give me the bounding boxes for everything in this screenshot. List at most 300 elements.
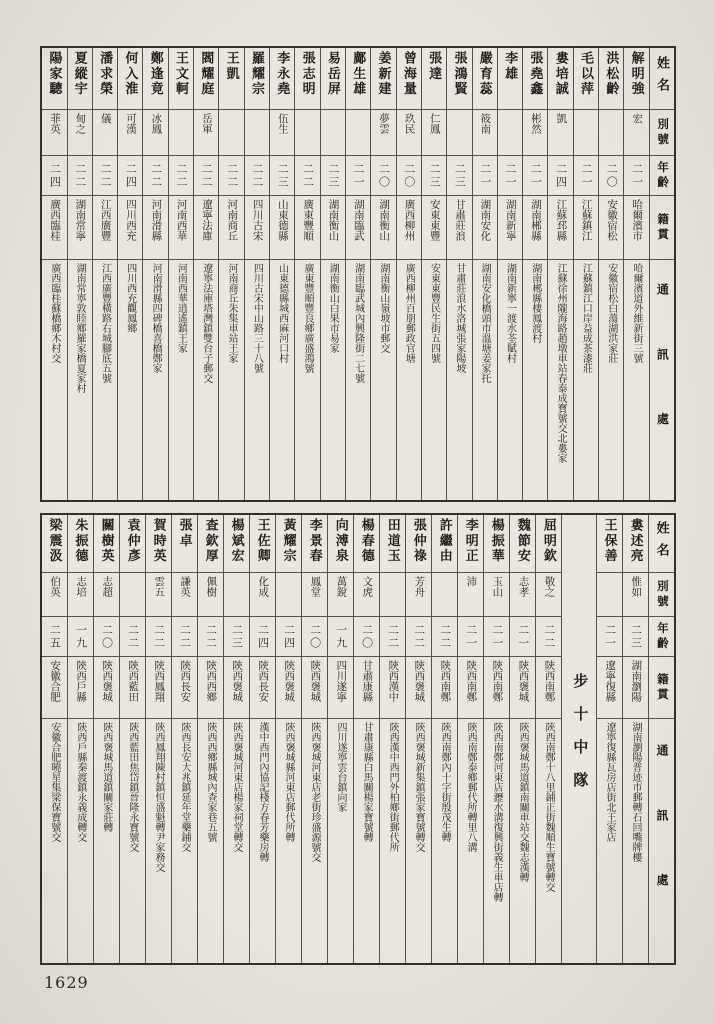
person-column [320,48,345,500]
person-alias-cell [523,110,547,156]
person-alias-cell [94,573,119,617]
person-native-cell [68,657,93,719]
person-column [145,515,171,963]
person-address-cell [143,260,167,500]
person-alias: 敬之 [543,576,555,597]
person-name-cell [143,48,167,110]
person-name: 張鴻賢 [452,51,468,98]
person-name-cell [473,48,497,110]
person-name-cell [68,48,92,110]
person-age: 二二 [174,162,187,189]
person-age: 二一 [529,162,542,189]
person-column [244,48,269,500]
person-age-cell [624,156,648,196]
person-native-cell [473,196,497,260]
person-alias-cell [536,573,561,617]
person-native: 安東東豐 [428,199,440,241]
person-native-cell [510,657,535,719]
person-name-cell [224,515,249,573]
person-native: 陝西西鄉 [205,660,217,702]
person-age-cell [219,156,243,196]
person-native-cell [371,196,395,260]
person-column [353,515,379,963]
person-name: 楊振華 [489,518,505,565]
person-column [142,48,167,500]
person-alias-cell [93,110,117,156]
person-alias-cell [270,110,294,156]
person-address: 遼寧復縣瓦房店街北王家店 [603,722,615,842]
person-age-cell [473,156,497,196]
person-alias: 謙英 [179,576,191,597]
person-name: 夏縱宇 [72,51,88,98]
person-address: 四川古宋中山路三十八號 [251,263,263,373]
person-native: 湖南郴縣 [530,199,542,241]
header-name-cell [650,48,674,110]
person-address: 甘肅莊浪水洛城張家陽坡 [453,263,465,373]
person-native-cell [523,196,547,260]
person-alias: 儀 [99,113,111,124]
person-name: 毛以萍 [579,51,595,98]
person-age-cell [623,617,648,657]
person-alias-cell [624,110,648,156]
person-column [93,515,119,963]
person-name-cell [523,48,547,110]
person-native-cell [302,657,327,719]
person-name-cell [270,48,294,110]
person-address: 湖南衡山嶺坡市郵交 [377,263,389,353]
person-native-cell [484,657,509,719]
person-age: 二二 [412,623,425,650]
person-age: 二四 [124,162,137,189]
person-address-cell [68,260,92,500]
person-address-cell [321,260,345,500]
person-age: 二一 [516,623,529,650]
person-address-cell [371,260,395,500]
person-age: 二〇 [308,623,321,650]
person-age-cell [295,156,319,196]
person-native-cell [397,196,421,260]
person-column [301,515,327,963]
person-name-cell [68,515,93,573]
person-name: 解明強 [629,51,645,98]
person-name: 李永堯 [275,51,291,98]
person-age: 二二 [73,162,86,189]
person-native-cell [224,657,249,719]
person-column [218,48,243,500]
person-alias: 玉山 [491,576,503,597]
header-name: 姓名 [654,521,670,566]
person-native: 陝西褒城 [413,660,425,702]
person-column [117,48,142,500]
person-column [223,515,249,963]
person-age: 二二 [152,623,165,650]
person-native: 陝西戶縣 [75,660,87,702]
person-native: 哈爾濱市 [631,199,643,241]
person-native: 陝西褒城 [517,660,529,702]
person-column [509,515,535,963]
person-name-cell [118,48,142,110]
person-name-cell [599,48,623,110]
person-column [171,515,197,963]
person-age-cell [432,617,457,657]
person-alias: 彬然 [530,113,542,134]
person-age-cell [42,617,67,657]
person-address: 湖南臨武城內興隆街二七號 [352,263,364,383]
person-address-cell [146,719,171,963]
person-age: 二一 [579,162,592,189]
person-age: 二二 [250,162,263,189]
person-column [249,515,275,963]
person-name: 閻耀庭 [199,51,215,98]
person-address-cell [498,260,522,500]
person-address-cell [302,719,327,963]
person-name-cell [42,48,66,110]
person-native-cell [599,196,623,260]
person-address: 陝西西鄉縣城內查家巷五號 [204,722,216,842]
person-column [294,48,319,500]
header-alias: 別號 [655,579,668,610]
person-column [67,515,93,963]
person-address: 陝西南鄭泰鄉郵代所轉里八溝 [465,722,477,852]
person-alias-cell [120,573,145,617]
person-alias-cell [42,110,66,156]
person-native: 陝西褒城 [283,660,295,702]
person-alias: 冰鳳 [150,113,162,134]
roster-table-lower [40,513,676,965]
person-alias: 甸之 [74,113,86,134]
person-address: 四川遂寧雲台鎮向家 [335,722,347,812]
header-age-cell [650,156,674,196]
person-name-cell [498,48,522,110]
person-address-cell [94,719,119,963]
person-name: 魏節安 [515,518,531,565]
person-alias-cell [321,110,345,156]
person-age-cell [245,156,269,196]
person-name: 易岳屏 [325,51,341,98]
person-age-cell [484,617,509,657]
person-alias-cell [354,573,379,617]
person-age: 二四 [554,162,567,189]
person-native: 湖南瀏陽 [630,660,642,702]
person-alias-cell [380,573,405,617]
person-address: 湖南郴縣棲鳳渡村 [529,263,541,343]
person-age: 二二 [225,162,238,189]
header-native: 籍貫 [656,212,669,243]
person-column [345,48,370,500]
person-name: 羅耀宗 [249,51,265,98]
person-column [446,48,471,500]
person-address-cell [118,260,142,500]
person-native-cell [146,657,171,719]
person-alias: 惟如 [630,576,642,597]
person-alias-cell [194,110,218,156]
person-alias-cell [371,110,395,156]
person-native-cell [380,657,405,719]
person-address: 廣東豐順豐良鄉廣盛鴻號 [301,263,313,373]
person-name-cell [120,515,145,573]
person-address-cell [68,719,93,963]
header-alias-cell [650,110,674,156]
person-column [598,48,623,500]
person-address: 陝西長安大兆鎮延年堂藥鋪交 [178,722,190,852]
person-column [168,48,193,500]
person-alias-cell [302,573,327,617]
person-address-cell [219,260,243,500]
person-address-cell [406,719,431,963]
person-name-cell [354,515,379,573]
person-age: 二二 [178,623,191,650]
unit-divider [561,515,596,963]
person-address: 四川西充觀鳳鄉 [124,263,136,333]
person-address-cell [224,719,249,963]
person-name: 楊斌宏 [229,518,245,565]
person-age: 二二 [204,623,217,650]
person-age: 二四 [256,623,269,650]
person-name-cell [397,48,421,110]
person-age-cell [172,617,197,657]
person-address: 陝西褒城河東店楊家祠堂轉交 [230,722,242,852]
person-native-cell [328,657,353,719]
person-native-cell [458,657,483,719]
person-native-cell [143,196,167,260]
person-age-cell [574,156,598,196]
person-native-cell [93,196,117,260]
person-column [622,515,648,963]
person-address-cell [523,260,547,500]
person-address: 陝西戶縣秦渡鎮永義成轉交 [74,722,86,842]
person-name-cell [328,515,353,573]
person-age: 二二 [99,162,112,189]
person-name: 向溥泉 [333,518,349,565]
person-address-cell [328,719,353,963]
person-native: 廣西臨桂 [49,199,61,241]
header-name-cell [649,515,674,573]
person-native: 陝西南鄭 [465,660,477,702]
person-alias-cell [397,110,421,156]
person-name: 嚴育蕊 [477,51,493,98]
person-address: 陝西鳳翔陳村鎮恒盛魁轉尹家務交 [152,722,164,872]
person-address-cell [473,260,497,500]
person-native: 陝西褒城 [309,660,321,702]
person-column [197,515,223,963]
person-age: 二二 [149,162,162,189]
person-alias-cell [276,573,301,617]
person-address-cell [354,719,379,963]
person-address: 廣西臨桂蘇橋鄉木村交 [48,263,60,363]
person-address: 陝西藍田焦岱鎮晉隆永寶號交 [126,722,138,852]
person-address: 江蘇徐州隴海路趙墩車站春泰成寶號交北婁家 [555,263,567,463]
person-address-cell [510,719,535,963]
person-name-cell [447,48,471,110]
person-native-cell [295,196,319,260]
person-native: 湖南常寧 [74,199,86,241]
person-address: 漢中西門內協記棧方春芳藥房轉 [257,722,268,862]
person-alias-cell [473,110,497,156]
person-name-cell [219,48,243,110]
person-age-cell [68,617,93,657]
person-age-cell [198,617,223,657]
header-address-cell [649,719,674,963]
person-native: 湖南臨武 [352,199,364,241]
person-name: 陽家驄 [47,51,63,98]
person-age-cell [118,156,142,196]
person-name-cell [406,515,431,573]
roster-table-upper [40,46,676,502]
person-name-cell [146,515,171,573]
person-native: 四川古宋 [251,199,263,241]
person-name-cell [302,515,327,573]
person-native: 四川西充 [125,199,137,241]
person-alias: 宏 [631,113,643,124]
person-alias: 可漢 [125,113,137,134]
person-native: 湖南衡山 [327,199,339,241]
person-age-cell [510,617,535,657]
person-native-cell [245,196,269,260]
person-alias-cell [295,110,319,156]
person-age-cell [93,156,117,196]
person-age: 二四 [282,623,295,650]
person-name: 李雄 [503,51,519,82]
person-name: 梁震汲 [47,518,63,565]
person-age-cell [458,617,483,657]
person-alias-cell [458,573,483,617]
person-name: 王保善 [602,518,618,565]
person-address: 湖南安化橋頭市溫塘姜家托 [479,263,491,383]
person-address-cell [172,719,197,963]
person-native-cell [597,657,622,719]
person-native-cell [498,196,522,260]
person-native: 安徽宿松 [605,199,617,241]
person-native: 甘肅莊浪 [454,199,466,241]
person-alias-cell [245,110,269,156]
person-native: 湖南新寧 [504,199,516,241]
person-address-cell [380,719,405,963]
person-native-cell [574,196,598,260]
person-age-cell [143,156,167,196]
person-alias-cell [68,573,93,617]
person-native-cell [250,657,275,719]
person-alias: 伍生 [276,113,288,134]
person-name: 黃耀宗 [281,518,297,565]
person-column [42,515,67,963]
person-native: 河南滑縣 [150,199,162,241]
person-age-cell [498,156,522,196]
person-alias-cell [146,573,171,617]
person-alias-cell [219,110,243,156]
person-name: 王佐卿 [255,518,271,565]
person-alias-cell [406,573,431,617]
person-address-cell [574,260,598,500]
header-name: 姓名 [654,56,670,101]
person-age-cell [346,156,370,196]
header-alias-cell [649,573,674,617]
person-address: 陝西南鄭河東店瀝水溝復興街義生車店轉 [491,722,503,902]
person-name: 何入淮 [123,51,139,98]
person-address-cell [295,260,319,500]
person-name: 袁仲彥 [125,518,141,565]
person-alias: 玖民 [403,113,415,134]
person-name-cell [198,515,223,573]
person-column [421,48,446,500]
person-age-cell [224,617,249,657]
person-age-cell [599,156,623,196]
person-alias: 芳舟 [413,576,425,597]
person-age-cell [321,156,345,196]
person-age: 二一 [478,162,491,189]
person-age-cell [380,617,405,657]
person-name-cell [295,48,319,110]
person-native-cell [42,657,67,719]
person-age: 二二 [200,162,213,189]
person-age: 二二 [542,623,555,650]
person-age-cell [597,617,622,657]
person-age-cell [42,156,66,196]
person-name: 婁述亮 [628,518,644,565]
person-address: 山東德縣城西麻河口村 [276,263,288,363]
person-name-cell [458,515,483,573]
person-column [457,515,483,963]
person-column [379,515,405,963]
header-native-cell [649,657,674,719]
person-column [42,48,66,500]
person-native-cell [118,196,142,260]
person-address-cell [42,719,67,963]
person-column [67,48,92,500]
person-name-cell [624,48,648,110]
person-alias: 文虎 [361,576,373,597]
person-alias: 志培 [75,576,87,597]
page-number: 1629 [44,973,89,992]
person-age: 二一 [603,623,616,650]
person-address-cell [432,719,457,963]
person-address-cell [93,260,117,500]
person-age-cell [94,617,119,657]
person-age-cell [276,617,301,657]
person-native: 湖南衡山 [378,199,390,241]
person-name-cell [245,48,269,110]
person-alias-cell [574,110,598,156]
person-address-cell [447,260,471,500]
person-alias-cell [510,573,535,617]
person-column [596,515,622,963]
person-alias: 岳軍 [200,113,212,134]
person-age: 二一 [464,623,477,650]
person-name: 潘求榮 [98,51,114,98]
person-address-cell [169,260,193,500]
person-address: 江西廣豐橫路右城腳底五號 [99,263,111,383]
person-name-cell [321,48,345,110]
person-age: 二三 [326,162,339,189]
person-age: 二三 [629,623,642,650]
person-address-cell [536,719,561,963]
person-address-cell [194,260,218,500]
person-alias-cell [250,573,275,617]
person-alias: 雲五 [153,576,165,597]
person-native-cell [276,657,301,719]
person-name-cell [484,515,509,573]
person-column [547,48,572,500]
person-age: 二二 [126,623,139,650]
person-alias: 化成 [257,576,269,597]
person-column [119,515,145,963]
person-address: 廣西柳州百朋郵政官塘 [403,263,415,363]
person-age-cell [536,617,561,657]
person-name-cell [623,515,648,573]
header-age-cell [649,617,674,657]
person-name: 洪松齡 [604,51,620,98]
person-address-cell [42,260,66,500]
person-age-cell [120,617,145,657]
